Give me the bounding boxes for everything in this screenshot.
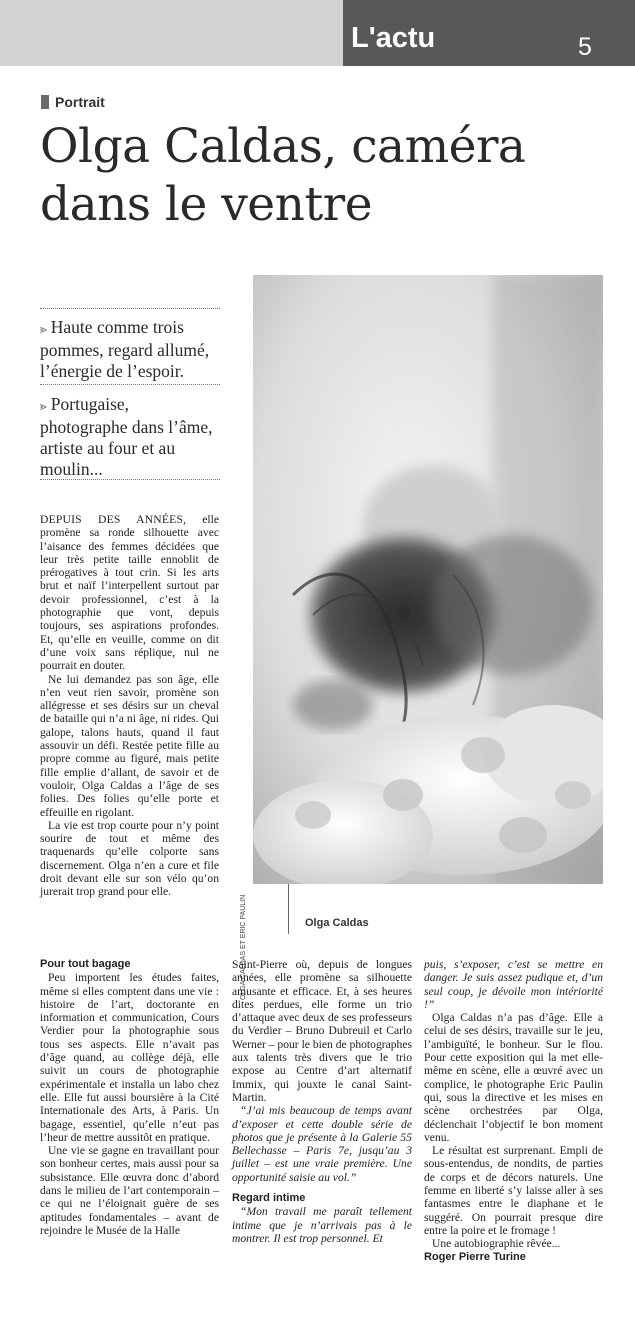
kicker: Portrait bbox=[55, 94, 105, 110]
summary-item bbox=[40, 394, 220, 480]
paragraph: La vie est trop courte pour n’y point sourire de tout et même des traquenards qu’elle colporte sans discernement. Olga n’en a cure et file droit devant elle sur son vélo qu’on jurerait trop grand pour elle. bbox=[40, 818, 219, 899]
kicker-marker bbox=[41, 95, 49, 109]
article-column-3 bbox=[424, 958, 603, 1264]
paragraph: Une autobiographie rêvée... bbox=[432, 1237, 561, 1251]
divider bbox=[40, 384, 220, 385]
divider bbox=[40, 479, 220, 480]
paragraph: Le résultat est surprenant. Empli de sous-entendus, de nondits, de parties de corps et de décors naturels. Une femme en liberté s’y laisse aller à ses fantasmes entre le diaphane et le suggéré. On pourrait presque dire entre la poire et le fromage ! bbox=[424, 1144, 603, 1237]
quote-paragraph: “J’ai mis beaucoup de temps avant d’exposer et cette double série de photos que je présente à la Galerie 55 Bellechasse – Paris 7e, jusqu’au 3 juillet – est une vraie première. Une opportunité saisie au vol.” bbox=[232, 1104, 412, 1184]
photo-credit: OLGA CALDAS ET ERIC PAULIN bbox=[240, 894, 247, 1000]
caption-rule bbox=[288, 884, 289, 934]
article-column-2 bbox=[232, 958, 412, 1245]
summary-item bbox=[40, 317, 220, 382]
bullet-icon: ⪢ bbox=[40, 399, 47, 413]
paragraph: Peu importent les études faites, même si elles comptent dans une vie : histoire de l’art, doctorante en information et communication, Cours Verdier pour la photographie sous tous ses aspects. Elle n’avait pas d’âge quand, au collège déjà, elle suivit un cours de photographie expérimentale et installa un labo chez elle. Elle fut aussi boursière à la Cité Internationale des Arts, à Paris. Un bagage, essentiel, qu’elle n’eut pas l’heur de mettre aussitôt en pratique. bbox=[40, 971, 219, 1144]
lead-in: DEPUIS DES ANNÉES, bbox=[40, 513, 187, 526]
summary-text: Haute comme trois pommes, regard allumé, l’énergie de l’espoir. bbox=[40, 317, 210, 381]
bullet-icon: ⪢ bbox=[40, 322, 47, 336]
page-number: 5 bbox=[578, 33, 592, 61]
paragraph: Olga Caldas n’a pas d’âge. Elle a celui de ses désirs, travaille sur le jeu, l’ambiguïté, le bonheur. Sur le flou. Pour cette exposition qui la met elle-même en scène, elle a œuvré avec un complice, le photographe Eric Paulin qui, sous la directive et les mises en scène orchestrées par Olga, déclenchait l’objectif le bon moment venu. bbox=[424, 1011, 603, 1144]
portrait-photo bbox=[253, 275, 603, 884]
article-column-1 bbox=[40, 958, 219, 1237]
header-band-light bbox=[0, 0, 343, 66]
quote-paragraph: puis, s’exposer, c’est se mettre en danger. Je suis assez pudique et, d’un seul coup, je dévoile mon intériorité !” bbox=[424, 958, 603, 1011]
subheading: Pour tout bagage bbox=[40, 958, 131, 970]
article-title: Olga Caldas, caméra dans le ventre bbox=[40, 119, 526, 232]
paragraph: Ne lui demandez pas son âge, elle n’en veut rien savoir, promène son allégresse et ses désirs sur un cheval de bataille qui n’a ni âge, ni rides. Qui galope, talons hauts, quand il faut assouvir un défi. Restée petite fille au propre comme au figuré, mais petite fille emplie d’allant, de savoir et de vouloir, Olga Caldas a l’âge de ses folies. Des folies qu’elle porte et effeuille en rigolant. bbox=[40, 672, 219, 819]
author-signature: Roger Pierre Turine bbox=[424, 1250, 526, 1263]
section-label: L'actu bbox=[351, 22, 436, 54]
paragraph: elle promène sa ronde silhouette avec l’aisance des femmes décidées que leur très petite taille ennoblit de prérogatives à tout crin. Si les arts brut et naïf l’interpellent surtout par devoir professionnel, c’est à la photographie que vont, depuis toujours, ses aspirations profondes. Et, qu’elle en veuille, comme on dit d’une voix sans réplique, nul ne pourrait en douter. bbox=[40, 513, 219, 673]
paragraph: Une vie se gagne en travaillant pour son bonheur certes, mais aussi pour sa subsistance. Elle œuvra donc d’abord dans le milieu de l’art contemporain – ce qui ne l’éloignait guère de ses aptitudes fondamentales – avant de rejoindre le Musée de la Halle bbox=[40, 1144, 219, 1237]
summary-text: Portugaise, photographe dans l’âme, artiste au four et au moulin... bbox=[40, 394, 213, 479]
subheading: Regard intime bbox=[232, 1192, 306, 1205]
photo-caption: Olga Caldas bbox=[305, 917, 369, 929]
quote-paragraph: “Mon travail me paraît tellement intime que je n’arrivais pas à le montrer. Il est trop personnel. Et bbox=[232, 1205, 412, 1245]
article-column-upper bbox=[40, 513, 219, 899]
paragraph: Saint-Pierre où, depuis de longues années, elle promène sa silhouette amusante et efficace. Et, à ses heures dites perdues, elle forme un trio d’attaque avec deux de ses professeurs du Verdier – Bruno Dubreuil et Carlo Werner – pour le bien de photographes aux talents très divers que le trio expose au Centre d’art alternatif Immix, qui jouxte le canal Saint-Martin. bbox=[232, 958, 412, 1104]
divider bbox=[40, 308, 220, 309]
